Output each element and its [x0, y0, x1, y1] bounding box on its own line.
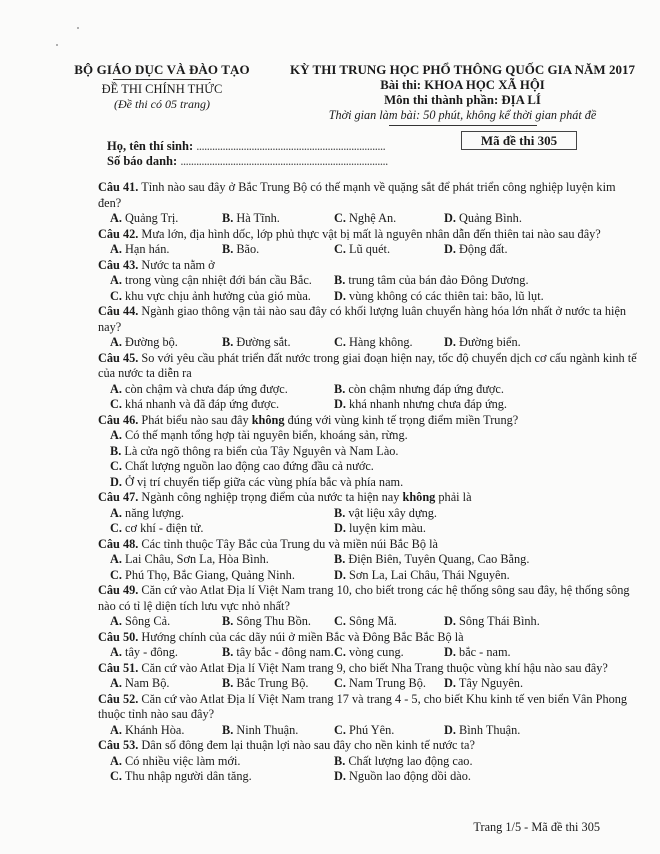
- answer-option-d: [444, 614, 576, 630]
- question-text: Hướng chính của các dãy núi ở miền Bắc và Đông Bắc Bắc Bộ là: [141, 629, 464, 644]
- question-41: [98, 180, 638, 227]
- option-letter: A.: [110, 505, 122, 520]
- question-text: Mưa lớn, địa hình dốc, lớp phủ thực vật bị mất là nguyên nhân dẫn đến thiên tai nào sau đây?: [141, 226, 601, 241]
- option-text: Phú Yên.: [349, 722, 395, 737]
- answer-option-d: [444, 335, 576, 351]
- question-number: Câu 42.: [98, 226, 139, 241]
- answer-options: [98, 382, 638, 413]
- option-text: năng lượng.: [125, 505, 184, 520]
- option-letter: D.: [334, 397, 346, 411]
- option-text: trung tâm của bán đảo Đông Dương.: [348, 273, 529, 287]
- answer-option-b: [334, 382, 598, 398]
- option-letter: A.: [110, 552, 122, 566]
- answer-options: [98, 754, 638, 785]
- option-letter: B.: [334, 753, 346, 768]
- answer-option-b: [334, 506, 598, 522]
- option-letter: B.: [334, 552, 346, 566]
- option-text: Phú Thọ, Bắc Giang, Quảng Ninh.: [125, 567, 295, 582]
- header-left: [62, 62, 262, 112]
- option-letter: B.: [222, 242, 234, 256]
- question-text: đúng với vùng kinh tế trọng điểm miền Trung?: [284, 412, 519, 427]
- option-letter: C.: [334, 242, 346, 256]
- option-letter: A.: [110, 722, 122, 737]
- answer-options: [98, 552, 638, 583]
- answer-option-b: [222, 645, 334, 661]
- option-letter: C.: [110, 288, 122, 303]
- option-text: Hàng không.: [349, 335, 413, 349]
- candidate-info: [107, 139, 388, 169]
- option-text: Bão.: [236, 242, 260, 256]
- option-text: Bình Thuận.: [459, 722, 521, 737]
- emphasis-text: không: [402, 490, 436, 504]
- option-text: trong vùng cận nhiệt đới bán cầu Bắc.: [125, 273, 312, 287]
- answer-option-d: [334, 289, 598, 305]
- question-text: Dân số đông đem lại thuận lợi nào sau đây cho nền kinh tế nước ta?: [141, 738, 475, 752]
- option-letter: C.: [110, 567, 122, 582]
- option-letter: C.: [334, 676, 346, 690]
- answer-option-c: [334, 211, 444, 227]
- candidate-id-label: Số báo danh:: [107, 154, 178, 168]
- scan-speck: [77, 27, 79, 29]
- option-letter: B.: [110, 443, 122, 458]
- option-text: Ninh Thuận.: [236, 722, 299, 737]
- option-letter: D.: [444, 335, 456, 349]
- question-text: Căn cứ vào Atlat Địa lí Việt Nam trang 10, cho biết trong các hệ thống sông sau đây, hệ thống sông nào có tỉ lệ diện tích lưu vực nhỏ nhất?: [98, 583, 630, 613]
- option-text: còn chậm nhưng đáp ứng được.: [348, 381, 504, 396]
- answer-option-d: [334, 769, 598, 785]
- option-letter: A.: [110, 242, 122, 256]
- question-number: Câu 52.: [98, 691, 139, 706]
- answer-options: [98, 273, 638, 304]
- option-text: Hà Tĩnh.: [236, 211, 280, 225]
- option-text: Đường biển.: [459, 335, 521, 349]
- ministry-name: BỘ GIÁO DỤC VÀ ĐÀO TẠO: [74, 62, 250, 77]
- option-text: Chất lượng nguồn lao động cao đứng đầu cả nước.: [125, 459, 374, 473]
- option-text: khá nhanh nhưng chưa đáp ứng.: [349, 397, 508, 411]
- answer-option-a: [110, 552, 334, 568]
- option-text: còn chậm và chưa đáp ứng được.: [125, 381, 288, 396]
- option-text: Sông Mã.: [349, 614, 397, 628]
- option-letter: A.: [110, 273, 122, 287]
- page-count-note: (Đề thi có 05 trang): [114, 97, 210, 111]
- answer-option-a: [110, 676, 222, 692]
- question-stem: [98, 227, 638, 243]
- option-text: Lũ quét.: [349, 242, 391, 256]
- answer-option-d: [334, 397, 598, 413]
- option-text: cơ khí - điện tử.: [125, 521, 204, 535]
- question-text: Căn cứ vào Atlat Địa lí Việt Nam trang 17 và trang 4 - 5, cho biết Khu kinh tế ven biển Vân Phong thuộc tỉnh nào sau đây?: [98, 691, 628, 721]
- option-text: Nghệ An.: [349, 211, 397, 225]
- option-text: Nam Bộ.: [125, 676, 170, 690]
- option-text: Quảng Bình.: [459, 211, 522, 225]
- option-letter: D.: [444, 645, 456, 659]
- question-text: Căn cứ vào Atlat Địa lí Việt Nam trang 9, cho biết Nha Trang thuộc vùng khí hậu nào sau đây?: [141, 660, 608, 675]
- answer-option-b: [222, 676, 334, 692]
- option-text: tây - đông.: [125, 645, 178, 659]
- answer-option-d: [334, 521, 598, 537]
- question-number: Câu 49.: [98, 583, 139, 597]
- option-text: Điện Biên, Tuyên Quang, Cao Bằng.: [348, 552, 530, 566]
- question-stem: [98, 661, 638, 677]
- question-number: Câu 44.: [98, 304, 139, 318]
- option-letter: A.: [110, 753, 122, 768]
- answer-option-b: [222, 723, 334, 739]
- candidate-name-row: [107, 139, 388, 154]
- question-text: Các tỉnh thuộc Tây Bắc của Trung du và miền núi Bắc Bộ là: [141, 536, 438, 551]
- answer-option-a: [110, 211, 222, 227]
- answer-option-c: [334, 335, 444, 351]
- question-53: [98, 738, 638, 785]
- exam-title: KỲ THI TRUNG HỌC PHỔ THÔNG QUỐC GIA NĂM 2017: [290, 62, 635, 77]
- question-number: Câu 47.: [98, 490, 139, 504]
- question-43: [98, 258, 638, 305]
- time-note: Thời gian làm bài: 50 phút, không kể thời gian phát đề: [328, 108, 597, 122]
- answer-options: [98, 506, 638, 537]
- question-number: Câu 45.: [98, 350, 139, 365]
- answer-options: [98, 428, 638, 490]
- option-letter: A.: [110, 335, 122, 349]
- option-letter: D.: [444, 211, 456, 225]
- option-letter: B.: [222, 722, 234, 737]
- option-letter: C.: [334, 722, 346, 737]
- answer-option-b: [334, 273, 598, 289]
- question-stem: [98, 413, 638, 429]
- question-text: So với yêu cầu phát triển đất nước trong giai đoạn hiện nay, tốc độ chuyển dịch cơ cấu ngành kinh tế của nước ta diễn ra: [98, 350, 637, 380]
- option-text: Sơn La, Lai Châu, Thái Nguyên.: [349, 567, 510, 582]
- answer-options: [98, 211, 638, 227]
- answer-option-a: [110, 506, 334, 522]
- option-text: vật liệu xây dựng.: [348, 505, 437, 520]
- answer-option-b: [334, 754, 598, 770]
- option-text: Khánh Hòa.: [125, 722, 185, 737]
- option-letter: B.: [222, 645, 234, 659]
- question-stem: [98, 490, 638, 506]
- answer-option-b: [222, 335, 334, 351]
- option-text: khu vực chịu ảnh hưởng của gió mùa.: [125, 288, 311, 303]
- answer-options: [98, 242, 638, 258]
- answer-option-a: [110, 614, 222, 630]
- question-stem: [98, 351, 638, 382]
- question-45: [98, 351, 638, 413]
- option-letter: A.: [110, 428, 122, 442]
- option-text: bắc - nam.: [459, 645, 511, 659]
- question-number: Câu 48.: [98, 536, 139, 551]
- option-text: Có nhiều việc làm mới.: [125, 753, 241, 768]
- answer-option-c: [110, 521, 334, 537]
- answer-option-c: [334, 242, 444, 258]
- exam-code-box: Mã đề thi 305: [461, 131, 577, 150]
- option-letter: C.: [334, 614, 346, 628]
- question-50: [98, 630, 638, 661]
- question-52: [98, 692, 638, 739]
- answer-option-a: [110, 723, 222, 739]
- candidate-id-row: [107, 154, 388, 169]
- option-text: Sông Thu Bồn.: [236, 614, 311, 628]
- answer-option-c: [334, 723, 444, 739]
- answer-options: [98, 676, 638, 692]
- question-text: Ngành công nghiệp trọng điểm của nước ta hiện nay: [141, 490, 403, 504]
- answer-option-d: [444, 242, 576, 258]
- option-text: Sông Thái Bình.: [459, 614, 540, 628]
- question-number: Câu 43.: [98, 257, 139, 272]
- question-number: Câu 46.: [98, 412, 139, 427]
- option-letter: A.: [110, 676, 122, 690]
- option-letter: B.: [222, 335, 234, 349]
- option-letter: C.: [110, 521, 122, 535]
- option-letter: A.: [110, 211, 122, 225]
- answer-option-a: [110, 428, 638, 444]
- question-49: [98, 583, 638, 630]
- option-letter: B.: [334, 505, 346, 520]
- answer-option-c: [110, 289, 334, 305]
- question-stem: [98, 738, 638, 754]
- subject-name: Môn thi thành phần: ĐỊA LÍ: [384, 93, 541, 107]
- option-letter: D.: [334, 567, 346, 582]
- answer-option-b: [222, 614, 334, 630]
- option-letter: A.: [110, 381, 122, 396]
- answer-options: [98, 723, 638, 739]
- option-text: Chất lượng lao động cao.: [348, 753, 473, 768]
- option-text: Tây Nguyên.: [458, 676, 524, 690]
- question-text: Tỉnh nào sau đây ở Bắc Trung Bộ có thế mạnh về quặng sắt để phát triển công nghiệp luyện kim đen?: [98, 180, 616, 210]
- option-text: Động đất.: [459, 242, 508, 256]
- option-text: Nguồn lao động dồi dào.: [349, 769, 471, 783]
- option-letter: C.: [110, 769, 122, 783]
- option-letter: D.: [334, 521, 346, 535]
- question-51: [98, 661, 638, 692]
- option-letter: D.: [444, 614, 456, 628]
- question-stem: [98, 692, 638, 723]
- option-letter: B.: [222, 614, 234, 628]
- page-footer: Trang 1/5 - Mã đề thi 305: [473, 820, 600, 834]
- option-letter: D.: [110, 474, 122, 489]
- answer-option-d: [334, 568, 598, 584]
- question-47: [98, 490, 638, 537]
- answer-option-c: [110, 397, 334, 413]
- answer-option-c: [334, 614, 444, 630]
- question-44: [98, 304, 638, 351]
- option-text: Ở vị trí chuyển tiếp giữa các vùng phía bắc và phía nam.: [125, 474, 404, 489]
- question-46: [98, 413, 638, 491]
- header-right: [290, 62, 635, 126]
- question-number: Câu 41.: [98, 180, 139, 194]
- option-text: Thu nhập người dân tăng.: [124, 769, 252, 783]
- answer-option-b: [222, 242, 334, 258]
- option-letter: C.: [110, 459, 122, 473]
- answer-option-b: [110, 444, 638, 460]
- option-text: khá nhanh và đã đáp ứng được.: [125, 397, 280, 411]
- question-number: Câu 53.: [98, 738, 139, 752]
- answer-option-a: [110, 382, 334, 398]
- answer-option-c: [334, 645, 444, 661]
- candidate-id-field: ...............................................................................: [180, 154, 388, 168]
- answer-option-d: [110, 475, 638, 491]
- option-text: Có thế mạnh tổng hợp tài nguyên biển, khoáng sản, rừng.: [125, 428, 408, 442]
- answer-option-d: [444, 211, 576, 227]
- option-text: Lai Châu, Sơn La, Hòa Bình.: [125, 552, 269, 566]
- option-letter: C.: [110, 397, 122, 411]
- answer-option-a: [110, 645, 222, 661]
- option-text: Hạn hán.: [125, 242, 170, 256]
- answer-option-d: [444, 723, 576, 739]
- option-text: Sông Cả.: [125, 614, 171, 628]
- option-letter: D.: [444, 676, 456, 690]
- scan-speck: [56, 44, 58, 46]
- answer-options: [98, 335, 638, 351]
- option-letter: D.: [444, 242, 456, 256]
- option-letter: B.: [222, 211, 234, 225]
- answer-option-d: [444, 676, 576, 692]
- question-stem: [98, 180, 638, 211]
- option-letter: D.: [334, 288, 346, 303]
- emphasis-text: không: [251, 412, 285, 427]
- candidate-name-field: ........................................................................: [196, 139, 386, 153]
- answer-option-c: [334, 676, 444, 692]
- divider: [113, 79, 211, 80]
- option-letter: D.: [334, 769, 346, 783]
- option-letter: B.: [334, 273, 346, 287]
- option-text: vùng không có các thiên tai: bão, lũ lụt.: [349, 288, 544, 303]
- question-text: Phát biểu nào sau đây: [141, 412, 252, 427]
- answer-option-a: [110, 754, 334, 770]
- question-stem: [98, 537, 638, 553]
- answer-option-b: [334, 552, 598, 568]
- official-label: ĐỀ THI CHÍNH THỨC: [101, 82, 223, 96]
- question-stem: [98, 583, 638, 614]
- option-text: luyện kim màu.: [349, 521, 426, 535]
- answer-option-a: [110, 242, 222, 258]
- option-text: Đường bộ.: [125, 335, 178, 349]
- question-42: [98, 227, 638, 258]
- option-letter: C.: [334, 645, 346, 659]
- option-letter: C.: [334, 211, 346, 225]
- option-letter: A.: [110, 614, 122, 628]
- option-letter: C.: [334, 335, 346, 349]
- option-text: Bắc Trung Bộ.: [236, 676, 309, 690]
- option-letter: D.: [444, 722, 456, 737]
- option-letter: B.: [334, 381, 346, 396]
- answer-option-c: [110, 568, 334, 584]
- answer-options: [98, 614, 638, 630]
- question-number: Câu 50.: [98, 629, 139, 644]
- question-stem: [98, 630, 638, 646]
- answer-option-d: [444, 645, 576, 661]
- option-text: vòng cung.: [349, 645, 404, 659]
- answer-option-c: [110, 769, 334, 785]
- question-number: Câu 51.: [98, 660, 139, 675]
- question-stem: [98, 258, 638, 274]
- candidate-name-label: Họ, tên thí sinh:: [107, 139, 194, 153]
- answer-option-a: [110, 273, 334, 289]
- question-list: [98, 180, 638, 785]
- answer-options: [98, 645, 638, 661]
- answer-option-c: [110, 459, 638, 475]
- option-text: Đường sắt.: [236, 335, 291, 349]
- question-48: [98, 537, 638, 584]
- option-text: tây bắc - đông nam.: [236, 645, 334, 659]
- question-stem: [98, 304, 638, 335]
- question-text: phải là: [435, 490, 472, 504]
- option-text: Là cửa ngõ thông ra biển của Tây Nguyên và Nam Lào.: [124, 443, 399, 458]
- option-letter: B.: [222, 676, 234, 690]
- subject-group: Bài thi: KHOA HỌC XÃ HỘI: [380, 78, 545, 92]
- divider: [389, 125, 537, 126]
- option-text: Quảng Trị.: [125, 211, 179, 225]
- option-text: Nam Trung Bộ.: [349, 676, 426, 690]
- option-letter: A.: [110, 645, 122, 659]
- answer-option-b: [222, 211, 334, 227]
- question-text: Ngành giao thông vận tải nào sau đây có khối lượng luân chuyển hàng hóa lớn nhất ở nước ta hiện nay?: [98, 304, 627, 334]
- answer-option-a: [110, 335, 222, 351]
- question-text: Nước ta nằm ở: [141, 257, 215, 272]
